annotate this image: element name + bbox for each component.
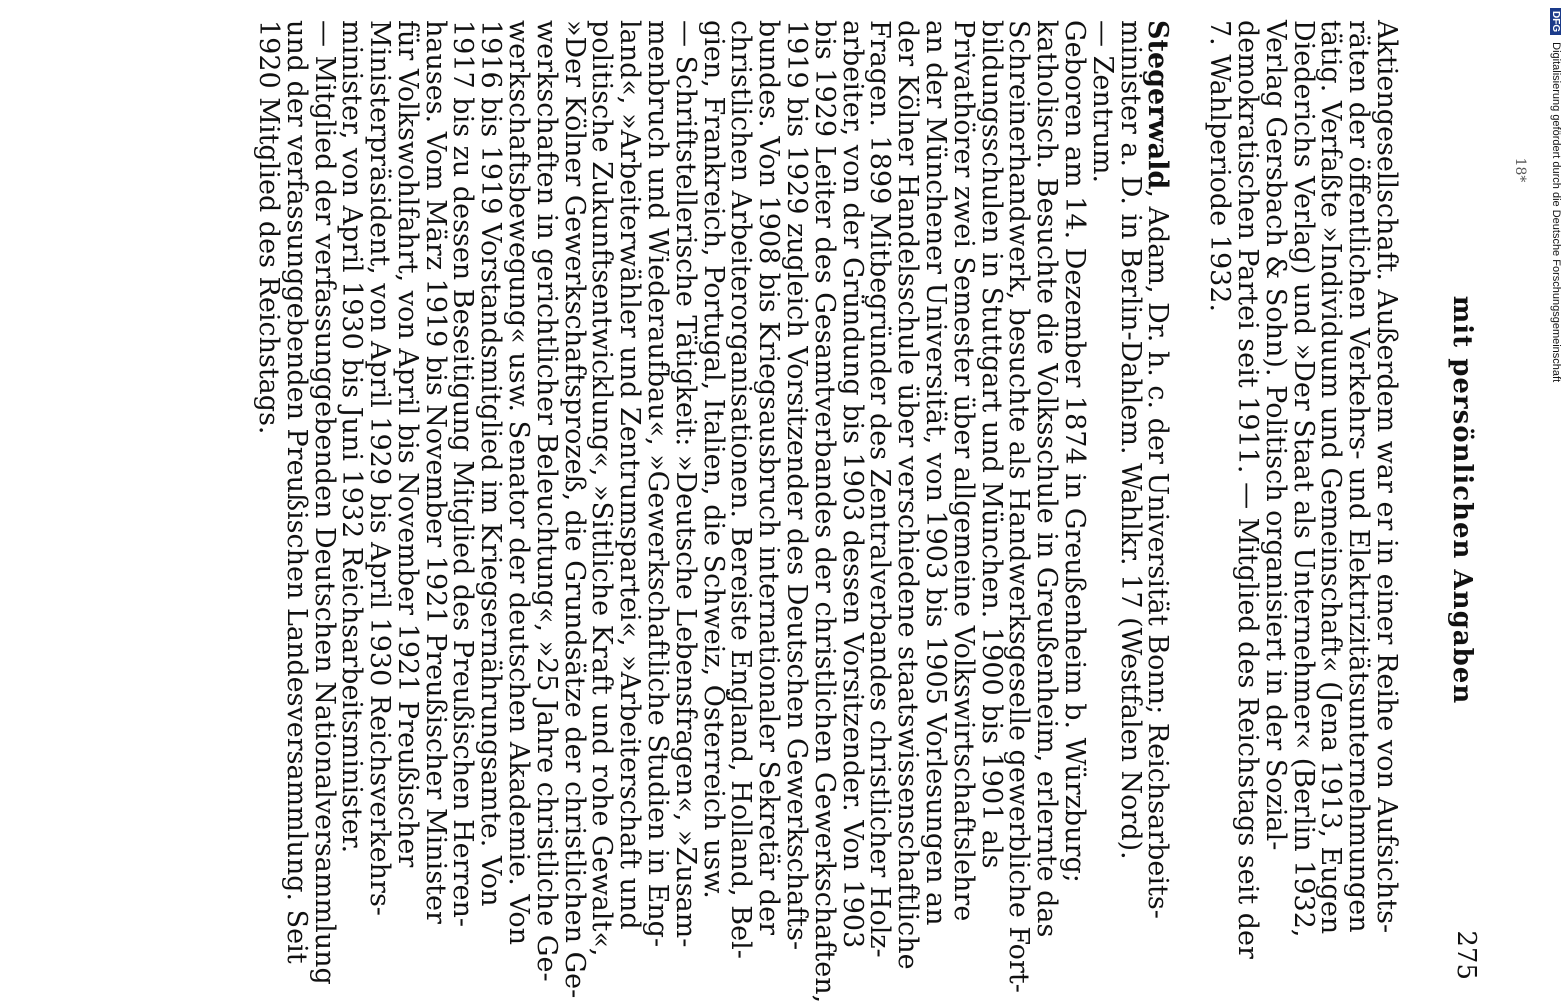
page-body bbox=[220, 20, 1402, 1003]
text-line: menbruch und Wiederaufbau«, »Gewerkschaftliche Studien in Eng- bbox=[642, 20, 674, 948]
text-line: »Der Kölner Gewerkschaftsprozeß, die Grundsätze der christlichen Ge- bbox=[558, 20, 590, 999]
digitization-credit bbox=[1548, 8, 1564, 998]
text-block bbox=[252, 20, 1174, 1003]
text-line: an der Münchener Universität, von 1903 bis 1905 Vorlesungen an bbox=[920, 20, 952, 926]
text-line: Geboren am 14. Dezember 1874 in Greußenheim b. Würzburg; bbox=[1059, 20, 1091, 883]
text-line: 7. Wahlperiode 1932. bbox=[1204, 20, 1236, 313]
rotated-page bbox=[0, 20, 1495, 1003]
credit-text: Digitalisierung gefördert durch die Deutsche Forschungsgemeinschaft bbox=[1550, 42, 1562, 383]
page-number: 275 bbox=[1451, 930, 1481, 980]
text-line: minister a. D. in Berlin-Dahlem. Wahlkr. 17 (Westfalen Nord). bbox=[1114, 20, 1146, 860]
text-line: — Schriftstellerische Tätigkeit: »Deutsche Lebensfragen«, »Zusam- bbox=[669, 20, 701, 948]
text-line: Ministerpräsident, von April 1929 bis April 1930 Reichsverkehrs- bbox=[364, 20, 396, 916]
running-title: mit persönlichen Angaben bbox=[1447, 295, 1477, 705]
text-line: Verlag Gersbach & Sohn). Politisch organisiert in der Sozial- bbox=[1259, 20, 1291, 851]
text-line: für Volkswohlfahrt, von April bis November 1921 Preußischer bbox=[391, 20, 423, 868]
text-block bbox=[1205, 20, 1400, 980]
text-line: Diederichs Verlag) und »Der Staat als Unternehmer« (Berlin 1932, bbox=[1287, 20, 1319, 938]
text-line: Stegerwald, Adam, Dr. h. c. der Universität Bonn; Reichsarbeits- bbox=[1142, 20, 1174, 919]
text-line: werkschaftsbewegung« usw. Senator der deutschen Akademie. Von bbox=[503, 20, 535, 946]
text-line: christlichen Arbeiterorganisationen. Bereiste England, Holland, Bel- bbox=[725, 20, 757, 959]
text-line: der Kölner Handelsschule über verschiedene staatswissenschaftliche bbox=[892, 20, 924, 970]
text-line: Privathörer zwei Semester über allgemeine Volkswirtschaftslehre bbox=[947, 20, 979, 922]
text-line: bis 1929 Leiter des Gesamtverbandes der christlichen Gewerkschaften, bbox=[808, 20, 840, 1003]
signature-mark: 18* bbox=[1512, 157, 1528, 183]
text-line: hauses. Vom März 1919 bis November 1921 Preußischer Minister bbox=[419, 20, 451, 924]
text-line: katholisch. Besuchte die Volksschule in Greußenheim, erlernte das bbox=[1031, 20, 1063, 938]
entry-name: Stegerwald bbox=[1142, 20, 1174, 190]
text-line: 1919 bis 1929 zugleich Vorsitzender des Deutschen Gewerkschafts- bbox=[781, 20, 813, 951]
text-line: Aktiengesellschaft. Außerdem war er in einer Reihe von Aufsichts- bbox=[1371, 20, 1402, 934]
page-header bbox=[1425, 20, 1485, 980]
text-line: bundes. Von 1908 bis Kriegsausbruch internationaler Sekretär der bbox=[753, 20, 785, 935]
text-line: — Zentrum. bbox=[1086, 20, 1118, 184]
text-line: minister, von April 1930 bis Juni 1932 Reichsarbeitsminister. bbox=[336, 20, 368, 854]
text-line: Schreinerhandwerk, besuchte als Handwerksgeselle gewerbliche Fort- bbox=[1003, 20, 1035, 993]
text-line: 1916 bis 1919 Vorstandsmitglied im Kriegsernährungsamte. Von bbox=[475, 20, 507, 907]
text-line: demokratischen Partei seit 1911. — Mitglied des Reichstags seit der bbox=[1232, 20, 1264, 959]
text-line: 1917 bis zu dessen Beseitigung Mitglied des Preußischen Herren- bbox=[447, 20, 479, 927]
text-line: — Mitglied der verfassunggebenden Deutschen Nationalversammlung bbox=[308, 20, 340, 985]
dfg-logo: DFG bbox=[1550, 8, 1561, 35]
text-line: land«, »Arbeiterwähler und Zentrumspartei«, »Arbeiterschaft und bbox=[614, 20, 646, 930]
text-line: und der verfassunggebenden Preußischen Landesversammlung. Seit bbox=[280, 20, 312, 964]
text-line: arbeiter, von der Gründung bis 1903 dessen Vorsitzender. Von 1903 bbox=[836, 20, 868, 949]
text-line: tätig. Verfaßte »Individuum und Gemeinschaft« (Jena 1913, Eugen bbox=[1315, 20, 1347, 935]
text-line: werkschaften in gerichtlicher Beleuchtung«, »25 Jahre christliche Ge- bbox=[530, 20, 562, 982]
text-line: bildungsschulen in Stuttgart und München. 1900 bis 1901 als bbox=[975, 20, 1007, 869]
text-line: gien, Frankreich, Portugal, Italien, die Schweiz, Österreich usw. bbox=[697, 20, 729, 899]
text-line: räten der öffentlichen Verkehrs- und Elektrizitätsunternehmungen bbox=[1343, 20, 1375, 933]
text-line: 1920 Mitglied des Reichstags. bbox=[252, 20, 284, 435]
text-line: Fragen. 1899 Mitbegründer des Zentralverbandes christlicher Holz- bbox=[864, 20, 896, 958]
text-line: politische Zukunftsentwicklung«, »Sittliche Kraft und rohe Gewalt«, bbox=[586, 20, 618, 957]
